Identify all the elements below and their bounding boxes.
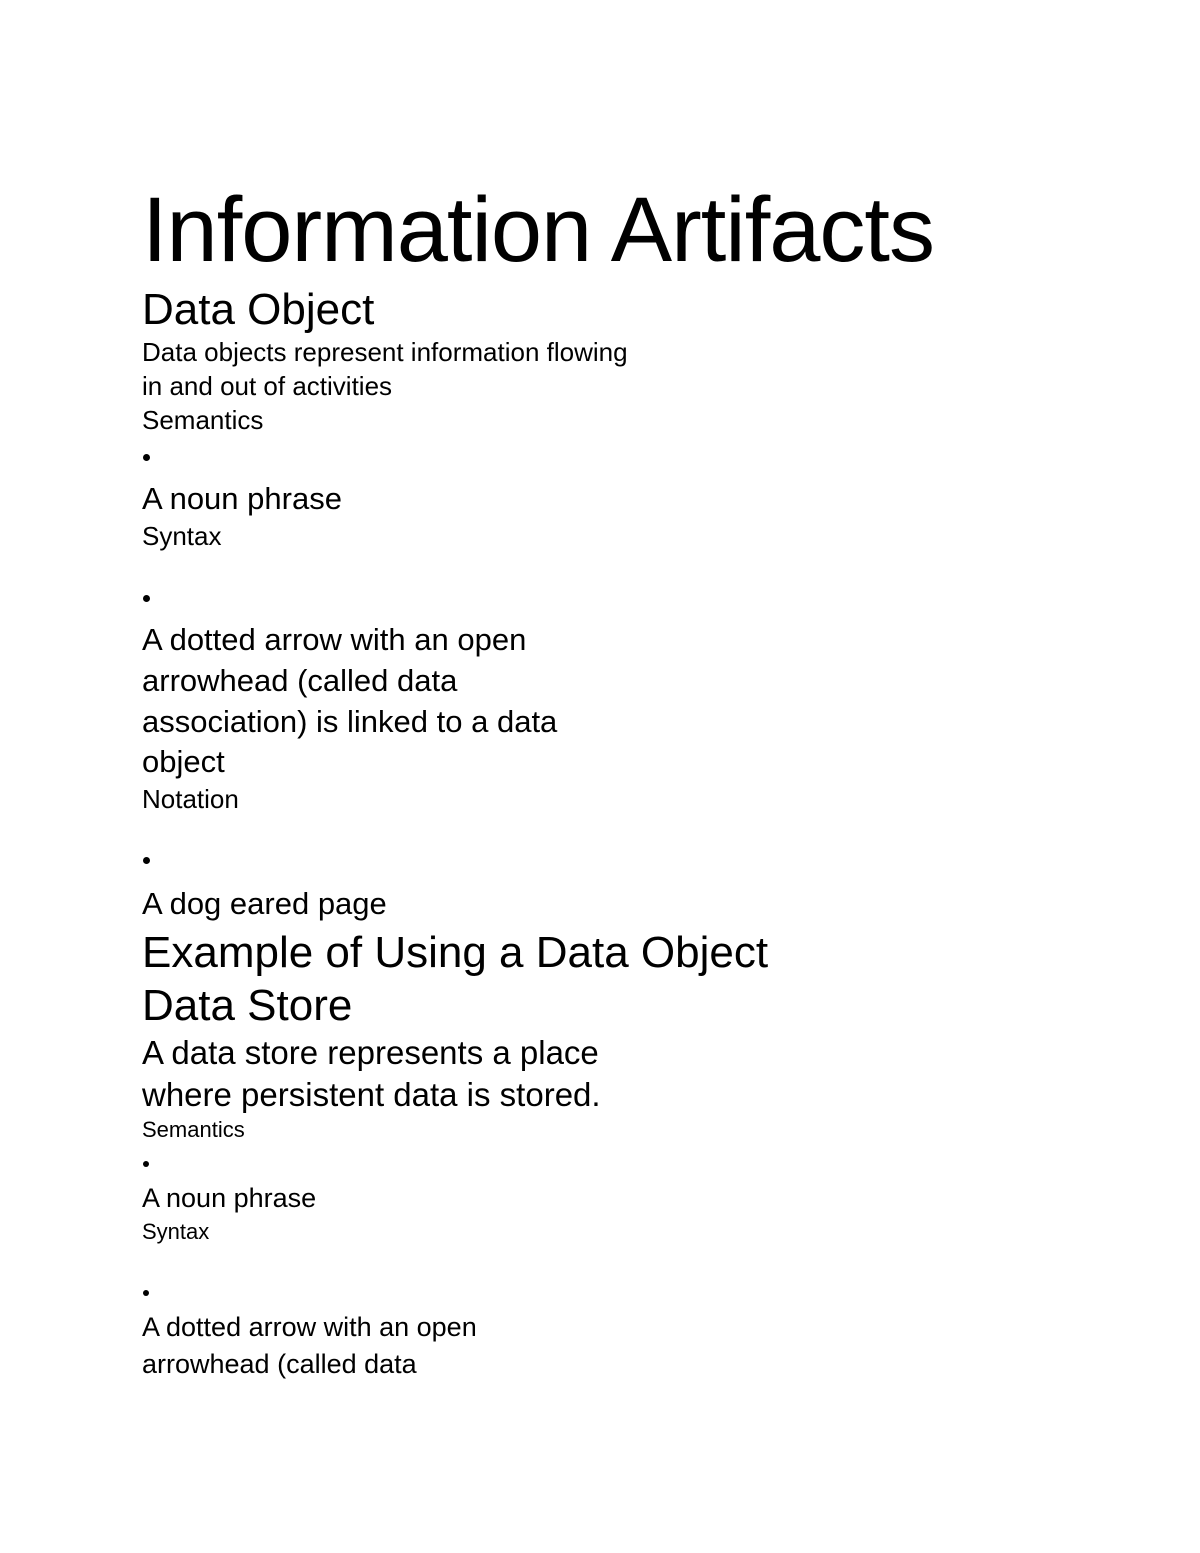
data-store-semantics-value: A noun phrase bbox=[142, 1183, 317, 1213]
data-object-syntax-label: Syntax bbox=[142, 521, 222, 551]
data-object-heading: Data Object bbox=[142, 285, 375, 334]
bullet-icon bbox=[143, 1290, 149, 1296]
data-store-syntax-line2: arrowhead (called data bbox=[142, 1349, 417, 1379]
data-store-description-line2: where persistent data is stored. bbox=[142, 1076, 601, 1113]
bullet-icon bbox=[143, 454, 150, 461]
data-object-syntax-line3: association) is linked to a data bbox=[142, 704, 558, 739]
bullet-icon bbox=[143, 595, 150, 602]
data-store-syntax-label: Syntax bbox=[142, 1219, 210, 1244]
data-object-semantics-value: A noun phrase bbox=[142, 481, 342, 516]
data-object-notation-value: A dog eared page bbox=[142, 886, 387, 921]
page-title: Information Artifacts bbox=[142, 179, 934, 281]
bullet-icon bbox=[143, 1161, 149, 1167]
data-store-semantics-label: Semantics bbox=[142, 1117, 245, 1142]
data-object-description-line2: in and out of activities bbox=[142, 371, 393, 401]
data-store-description-line1: A data store represents a place bbox=[142, 1034, 599, 1071]
data-object-syntax-line1: A dotted arrow with an open bbox=[142, 622, 527, 657]
example-heading: Example of Using a Data Object bbox=[142, 928, 769, 977]
data-object-notation-label: Notation bbox=[142, 784, 239, 814]
data-store-syntax-line1: A dotted arrow with an open bbox=[142, 1312, 477, 1342]
data-object-syntax-line4: object bbox=[142, 744, 225, 779]
data-object-syntax-line2: arrowhead (called data bbox=[142, 663, 458, 698]
data-object-semantics-label: Semantics bbox=[142, 405, 264, 435]
data-store-heading: Data Store bbox=[142, 981, 353, 1030]
bullet-icon bbox=[143, 857, 150, 864]
data-object-description-line1: Data objects represent information flowing bbox=[142, 337, 628, 367]
